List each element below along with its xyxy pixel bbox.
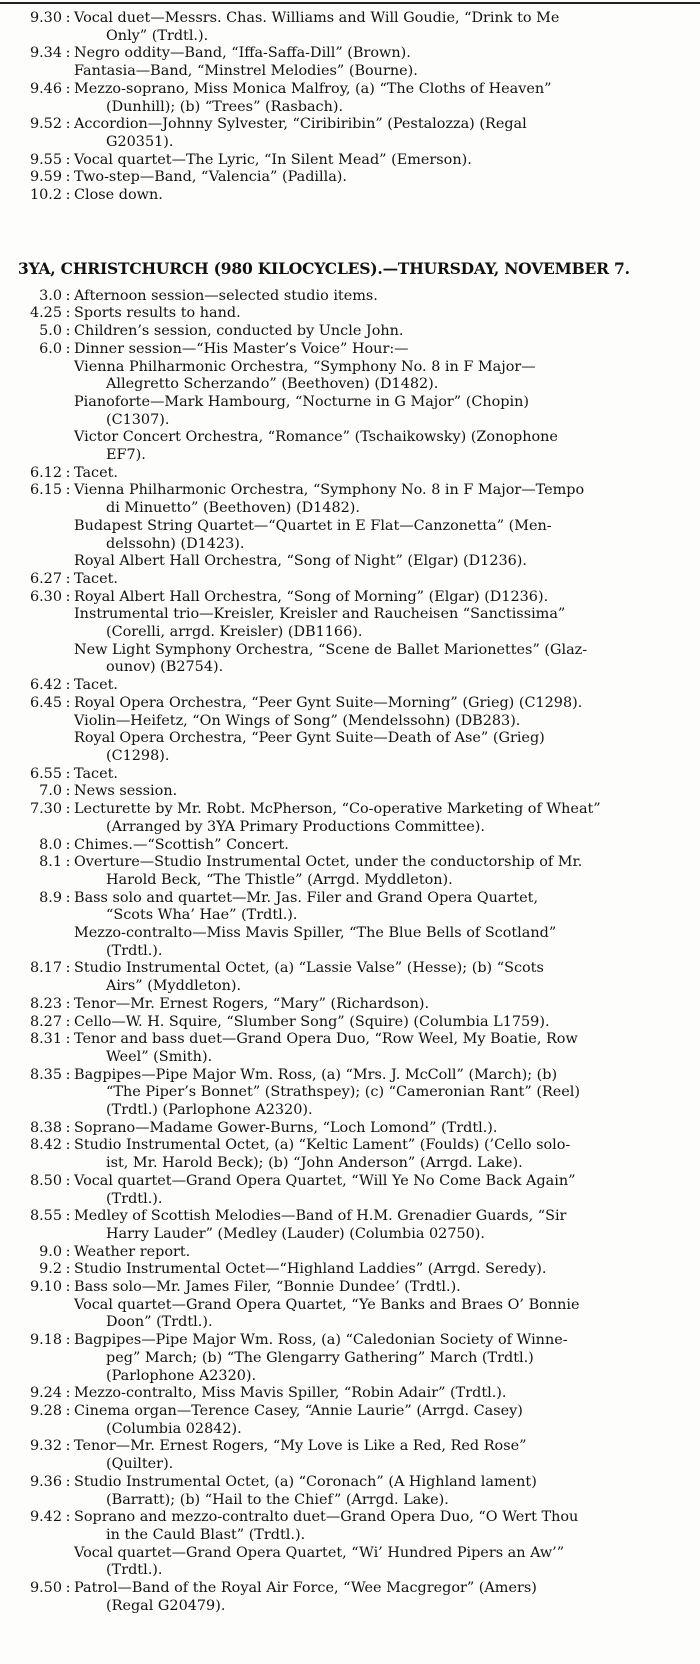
entry-text xyxy=(74,677,690,695)
time-colon: : xyxy=(65,305,71,322)
time-colon: : xyxy=(65,1438,71,1455)
time-colon: : xyxy=(65,1279,71,1296)
time-colon: : xyxy=(65,169,71,186)
entry-time: 8.9 xyxy=(39,889,62,906)
entry-line: Tenor and bass duet—Grand Opera Duo, “Row Weel, My Boatie, Row xyxy=(74,1031,578,1048)
programme-entry xyxy=(0,1580,690,1615)
entry-line: Fantasia—Band, “Minstrel Melodies” (Bourne). xyxy=(74,63,418,80)
entry-line: Royal Albert Hall Orchestra, “Song of Morning” (Elgar) (D1236). xyxy=(74,588,549,605)
entry-time: 8.35 xyxy=(29,1066,62,1083)
entry-time: 10.2 xyxy=(29,187,62,204)
entry-time: 8.0 xyxy=(39,836,62,853)
entry-text xyxy=(74,323,690,341)
entry-line: Soprano—Madame Gower-Burns, “Loch Lomond” (Trdtl.). xyxy=(74,1119,498,1136)
entry-text xyxy=(74,801,690,836)
entry-text xyxy=(74,341,690,359)
entry-continuation-line: G20351). xyxy=(106,133,174,150)
entry-text xyxy=(74,960,690,995)
programme-subentry xyxy=(0,394,690,429)
entry-text xyxy=(74,10,690,45)
time-colon: : xyxy=(65,960,71,977)
entry-text xyxy=(74,1403,690,1438)
entry-line: Dinner session—“His Master’s Voice” Hour:— xyxy=(74,340,409,357)
programme-entry xyxy=(0,1279,690,1297)
time-colon: : xyxy=(65,801,71,818)
entry-text xyxy=(74,1120,690,1138)
entry-time: 6.15 xyxy=(29,482,62,499)
entry-time: 9.34 xyxy=(29,45,62,62)
entry-time: 6.12 xyxy=(29,464,62,481)
programme-entry xyxy=(0,81,690,116)
entry-time: 9.10 xyxy=(29,1279,62,1296)
entry-continuation-line: Allegretto Scherzando” (Beethoven) (D1482). xyxy=(106,376,439,393)
programme-entry xyxy=(0,116,690,151)
programme-entry xyxy=(0,1031,690,1066)
entry-continuation-line: (Barratt); (b) “Hail to the Chief” (Arrgd. Lake). xyxy=(106,1491,449,1508)
entry-time: 9.36 xyxy=(29,1473,62,1490)
entry-text xyxy=(74,81,690,116)
entry-text xyxy=(74,1438,690,1473)
entry-text xyxy=(74,695,690,713)
entry-line: Negro oddity—Band, “Iffa-Saffa-Dill” (Brown). xyxy=(74,45,411,62)
entry-line: Bagpipes—Pipe Major Wm. Ross, (a) “Mrs. J. McColl” (March); (b) xyxy=(74,1066,558,1083)
programme-subentry xyxy=(0,518,690,553)
programme-entry xyxy=(0,1014,690,1032)
entry-line: Royal Opera Orchestra, “Peer Gynt Suite—Death of Ase” (Grieg) xyxy=(74,730,545,747)
entry-text xyxy=(74,45,690,63)
programme-entry xyxy=(0,695,690,713)
programme-entry xyxy=(0,305,690,323)
entry-time: 3.0 xyxy=(39,287,62,304)
entry-continuation-line: ist, Mr. Harold Beck); (b) “John Anderson” (Arrgd. Lake). xyxy=(106,1155,523,1172)
programme-entry xyxy=(0,766,690,784)
programme-entry xyxy=(0,465,690,483)
time-colon: : xyxy=(65,836,71,853)
entry-line: Violin—Heifetz, “On Wings of Song” (Mendelssohn) (DB283). xyxy=(74,712,521,729)
entry-line: Chimes.—“Scottish” Concert. xyxy=(74,836,289,853)
entry-time: 6.0 xyxy=(39,340,62,357)
entry-line: Vienna Philharmonic Orchestra, “Symphony No. 8 in F Major— xyxy=(74,358,536,375)
entry-line: Tenor—Mr. Ernest Rogers, “Mary” (Richardson). xyxy=(74,995,430,1012)
entry-time: 9.59 xyxy=(29,169,62,186)
entry-line: Vocal quartet—The Lyric, “In Silent Mead” (Emerson). xyxy=(74,151,472,168)
entry-time: 8.38 xyxy=(29,1119,62,1136)
entry-time: 9.0 xyxy=(39,1243,62,1260)
top-rule xyxy=(0,2,700,4)
programme-entry xyxy=(0,589,690,607)
entry-time: 9.52 xyxy=(29,116,62,133)
entry-continuation-line: di Minuetto” (Beethoven) (D1482). xyxy=(106,500,360,517)
entry-continuation-line: (Parlophone A2320). xyxy=(106,1367,257,1384)
entry-line: Mezzo-soprano, Miss Monica Malfroy, (a) “The Cloths of Heaven” xyxy=(74,80,552,97)
time-colon: : xyxy=(65,482,71,499)
entry-text xyxy=(74,1580,690,1615)
entry-line: Soprano and mezzo-contralto duet—Grand Opera Duo, “O Wert Thou xyxy=(74,1509,579,1526)
time-colon: : xyxy=(65,677,71,694)
programme-subentry xyxy=(0,713,690,731)
time-colon: : xyxy=(65,1066,71,1083)
programme-entry xyxy=(0,1509,690,1544)
entry-time: 8.55 xyxy=(29,1208,62,1225)
entry-continuation-line: (Arranged by 3YA Primary Productions Committee). xyxy=(106,818,485,835)
entry-continuation-line: Doon” (Trdtl.). xyxy=(106,1314,213,1331)
time-colon: : xyxy=(65,1385,71,1402)
programme-entry xyxy=(0,837,690,855)
entry-line: Bagpipes—Pipe Major Wm. Ross, (a) “Caledonian Society of Winne- xyxy=(74,1332,568,1349)
entry-continuation-line: Harry Lauder” (Medley (Lauder) (Columbia 02750). xyxy=(106,1225,485,1242)
entry-text xyxy=(74,288,690,306)
programme-subentry xyxy=(0,1545,690,1580)
entry-continuation-line: (Corelli, arrgd. Kreisler) (DB1166). xyxy=(106,624,363,641)
entry-continuation-line: Airs” (Myddleton). xyxy=(106,978,242,995)
programme-entry xyxy=(0,323,690,341)
programme-entry xyxy=(0,960,690,995)
entry-line: Vocal duet—Messrs. Chas. Williams and Will Goudie, “Drink to Me xyxy=(74,10,560,26)
time-colon: : xyxy=(65,1031,71,1048)
entry-text xyxy=(74,783,690,801)
programme-entry xyxy=(0,341,690,359)
programme-entry xyxy=(0,1261,690,1279)
time-colon: : xyxy=(65,1137,71,1154)
entry-text xyxy=(74,589,690,607)
entry-line: Close down. xyxy=(74,187,163,204)
time-colon: : xyxy=(65,765,71,782)
entry-line: Medley of Scottish Melodies—Band of H.M. Grenadier Guards, “Sir xyxy=(74,1208,567,1225)
programme-section-2ya-end xyxy=(0,10,690,205)
entry-line: Instrumental trio—Kreisler, Kreisler and Raucheisen “Sanctissima” xyxy=(74,606,566,623)
entry-continuation-line: delssohn) (D1423). xyxy=(106,535,245,552)
entry-line: Mezzo-contralto, Miss Mavis Spiller, “Robin Adair” (Trdtl.). xyxy=(74,1385,507,1402)
entry-line: Tacet. xyxy=(74,464,118,481)
programme-entry xyxy=(0,482,690,517)
entry-line: Children’s session, conducted by Uncle John. xyxy=(74,323,404,340)
time-colon: : xyxy=(65,588,71,605)
entry-text xyxy=(74,482,690,517)
entry-text xyxy=(74,116,690,151)
programme-entry xyxy=(0,1244,690,1262)
entry-time: 9.46 xyxy=(29,80,62,97)
programme-entry xyxy=(0,45,690,63)
entry-text xyxy=(74,169,690,187)
entry-continuation-line: “Scots Wha’ Hae” (Trdtl.). xyxy=(106,907,298,924)
entry-time: 9.30 xyxy=(29,10,62,26)
programme-entry xyxy=(0,1332,690,1385)
entry-line: Vocal quartet—Grand Opera Quartet, “Will Ye No Come Back Again” xyxy=(74,1172,576,1189)
entry-continuation-line: in the Cauld Blast” (Trdtl.). xyxy=(106,1526,306,1543)
entry-continuation-line: (Columbia 02842). xyxy=(106,1420,242,1437)
time-colon: : xyxy=(65,1172,71,1189)
entry-line: Vocal quartet—Grand Opera Quartet, “Wi’ Hundred Pipers an Aw’” xyxy=(74,1544,565,1561)
entry-time: 6.27 xyxy=(29,570,62,587)
programme-entry xyxy=(0,801,690,836)
entry-line: Tacet. xyxy=(74,570,118,587)
entry-text xyxy=(74,571,690,589)
entry-line: Bass solo and quartet—Mr. Jas. Filer and Grand Opera Quartet, xyxy=(74,889,539,906)
programme-subentry xyxy=(0,642,690,677)
time-colon: : xyxy=(65,1509,71,1526)
entry-continuation-line: (C1298). xyxy=(106,747,170,764)
entry-time: 9.2 xyxy=(39,1261,62,1278)
programme-entry xyxy=(0,571,690,589)
entry-time: 8.27 xyxy=(29,1013,62,1030)
entry-time: 9.50 xyxy=(29,1580,62,1597)
time-colon: : xyxy=(65,1119,71,1136)
programme-entry xyxy=(0,1403,690,1438)
entry-time: 9.55 xyxy=(29,151,62,168)
time-colon: : xyxy=(65,151,71,168)
entry-time: 8.1 xyxy=(39,854,62,871)
time-colon: : xyxy=(65,1208,71,1225)
entry-text xyxy=(74,766,690,784)
time-colon: : xyxy=(65,1261,71,1278)
time-colon: : xyxy=(65,783,71,800)
entry-line: Tenor—Mr. Ernest Rogers, “My Love is Like a Red, Red Rose” xyxy=(74,1438,527,1455)
time-colon: : xyxy=(65,694,71,711)
time-colon: : xyxy=(65,80,71,97)
programme-entry xyxy=(0,677,690,695)
entry-line: Accordion—Johnny Sylvester, “Ciribiribin” (Pestalozza) (Regal xyxy=(74,116,527,133)
entry-time: 9.18 xyxy=(29,1332,62,1349)
time-colon: : xyxy=(65,1332,71,1349)
programme-entry xyxy=(0,1474,690,1509)
entry-line: Victor Concert Orchestra, “Romance” (Tschaikowsky) (Zonophone xyxy=(74,429,558,446)
time-colon: : xyxy=(65,889,71,906)
entry-time: 8.23 xyxy=(29,995,62,1012)
entry-time: 6.45 xyxy=(29,694,62,711)
entry-line: Vocal quartet—Grand Opera Quartet, “Ye Banks and Braes O’ Bonnie xyxy=(74,1296,580,1313)
entry-line: Cello—W. H. Squire, “Slumber Song” (Squire) (Columbia L1759). xyxy=(74,1013,550,1030)
entry-line: Two-step—Band, “Valencia” (Padilla). xyxy=(74,169,347,186)
entry-time: 9.24 xyxy=(29,1385,62,1402)
programme-subentry xyxy=(0,359,690,394)
entry-text xyxy=(74,837,690,855)
entry-time: 6.55 xyxy=(29,765,62,782)
entry-line: Bass solo—Mr. James Filer, “Bonnie Dundee’ (Trdtl.). xyxy=(74,1279,461,1296)
entry-time: 8.17 xyxy=(29,960,62,977)
time-colon: : xyxy=(65,854,71,871)
entry-line: Pianoforte—Mark Hambourg, “Nocturne in G Major” (Chopin) xyxy=(74,393,529,410)
programme-entry xyxy=(0,1137,690,1172)
programme-subentry xyxy=(0,63,690,81)
programme-subentry xyxy=(0,553,690,571)
entry-continuation-line: EF7). xyxy=(106,447,146,464)
entry-text xyxy=(74,1067,690,1120)
entry-line: Cinema organ—Terence Casey, “Annie Laurie” (Arrgd. Casey) xyxy=(74,1403,523,1419)
entry-text xyxy=(74,1031,690,1066)
programme-subentry xyxy=(0,1297,690,1332)
entry-time: 8.31 xyxy=(29,1031,62,1048)
entry-line: Studio Instrumental Octet, (a) “Keltic Lament” (Foulds) (’Cello solo- xyxy=(74,1137,571,1154)
entry-continuation-line: (Trdtl.). xyxy=(106,1562,163,1579)
entry-text xyxy=(74,1474,690,1509)
entry-time: 5.0 xyxy=(39,323,62,340)
entry-time: 6.30 xyxy=(29,588,62,605)
entry-line: Weather report. xyxy=(74,1243,191,1260)
entry-continuation-line: (Quilter). xyxy=(106,1456,174,1473)
entry-time: 7.30 xyxy=(29,801,62,818)
entry-line: Studio Instrumental Octet, (a) “Coronach” (A Highland lament) xyxy=(74,1473,537,1490)
entry-text xyxy=(74,1332,690,1385)
entry-text xyxy=(74,1173,690,1208)
entry-time: 9.42 xyxy=(29,1509,62,1526)
entry-continuation-line: Harold Beck, “The Thistle” (Arrgd. Myddleton). xyxy=(106,871,453,888)
programme-entry xyxy=(0,890,690,925)
entry-line: Vienna Philharmonic Orchestra, “Symphony No. 8 in F Major—Tempo xyxy=(74,482,585,499)
entry-time: 9.32 xyxy=(29,1438,62,1455)
time-colon: : xyxy=(65,570,71,587)
entry-continuation-line: (Trdtl.). xyxy=(106,1190,163,1207)
programme-subentry xyxy=(0,925,690,960)
programme-entry xyxy=(0,996,690,1014)
programme-entry xyxy=(0,169,690,187)
programme-entry xyxy=(0,1385,690,1403)
entry-time: 4.25 xyxy=(29,305,62,322)
entry-continuation-line: ounov) (B2754). xyxy=(106,659,224,676)
programme-subentry xyxy=(0,606,690,641)
entry-text xyxy=(74,1509,690,1544)
time-colon: : xyxy=(65,10,71,26)
entry-continuation-line: Weel” (Smith). xyxy=(106,1048,213,1065)
entry-line: Mezzo-contralto—Miss Mavis Spiller, “The Blue Bells of Scotland” xyxy=(74,925,557,942)
entry-text xyxy=(74,465,690,483)
time-colon: : xyxy=(65,187,71,204)
entry-continuation-line: (C1307). xyxy=(106,411,170,428)
entry-line: Tacet. xyxy=(74,765,118,782)
entry-line: Royal Opera Orchestra, “Peer Gynt Suite—Morning” (Grieg) (C1298). xyxy=(74,694,583,711)
entry-line: Lecturette by Mr. Robt. McPherson, “Co-operative Marketing of Wheat” xyxy=(74,801,601,818)
entry-line: Overture—Studio Instrumental Octet, under the conductorship of Mr. xyxy=(74,854,583,871)
programme-subentry xyxy=(0,730,690,765)
programme-entry xyxy=(0,783,690,801)
time-colon: : xyxy=(65,116,71,133)
programme-entry xyxy=(0,1208,690,1243)
programme-section-3ya xyxy=(0,260,690,1615)
time-colon: : xyxy=(65,287,71,304)
time-colon: : xyxy=(65,45,71,62)
time-colon: : xyxy=(65,464,71,481)
programme-entry xyxy=(0,854,690,889)
station-heading: 3YA, CHRISTCHURCH (980 KILOCYCLES).—THURSDAY, NOVEMBER 7. xyxy=(18,259,630,278)
entry-text xyxy=(74,1385,690,1403)
entry-text xyxy=(74,187,690,205)
entry-continuation-line: Only” (Trdtl.). xyxy=(106,27,209,44)
entry-text xyxy=(74,996,690,1014)
entry-line: Sports results to hand. xyxy=(74,305,241,322)
entry-time: 7.0 xyxy=(39,783,62,800)
programme-entry xyxy=(0,1173,690,1208)
time-colon: : xyxy=(65,1580,71,1597)
entry-text xyxy=(74,1279,690,1297)
programme-entry xyxy=(0,1120,690,1138)
entry-text xyxy=(74,152,690,170)
entry-text xyxy=(74,305,690,323)
entry-time: 8.50 xyxy=(29,1172,62,1189)
entry-line: New Light Symphony Orchestra, “Scene de Ballet Marionettes” (Glaz- xyxy=(74,641,588,658)
programme-entry xyxy=(0,1067,690,1120)
entry-continuation-line: “The Piper’s Bonnet” (Strathspey); (c) “Cameronian Rant” (Reel) xyxy=(106,1084,581,1101)
programme-subentry xyxy=(0,429,690,464)
entry-text xyxy=(74,1137,690,1172)
entry-time: 8.42 xyxy=(29,1137,62,1154)
time-colon: : xyxy=(65,340,71,357)
entry-text xyxy=(74,1244,690,1262)
entry-line: Tacet. xyxy=(74,677,118,694)
programme-entry xyxy=(0,1438,690,1473)
entry-line: Royal Albert Hall Orchestra, “Song of Night” (Elgar) (D1236). xyxy=(74,553,527,570)
time-colon: : xyxy=(65,995,71,1012)
programme-entry xyxy=(0,288,690,306)
time-colon: : xyxy=(65,1473,71,1490)
entry-line: News session. xyxy=(74,783,178,800)
entry-text xyxy=(74,854,690,889)
programme-entry xyxy=(0,152,690,170)
entry-continuation-line: (Trdtl.). xyxy=(106,942,163,959)
programme-entry xyxy=(0,187,690,205)
programme-entry xyxy=(0,10,690,45)
entry-text xyxy=(74,1014,690,1032)
entry-text xyxy=(74,1208,690,1243)
entry-line: Budapest String Quartet—“Quartet in E Flat—Canzonetta” (Men- xyxy=(74,517,552,534)
entry-time: 9.28 xyxy=(29,1403,62,1419)
time-colon: : xyxy=(65,1013,71,1030)
entry-time: 6.42 xyxy=(29,677,62,694)
entry-line: Patrol—Band of the Royal Air Force, “Wee Macgregor” (Amers) xyxy=(74,1580,537,1597)
entry-continuation-line: peg” March; (b) “The Glengarry Gathering” March (Trdtl.) xyxy=(106,1349,534,1366)
entry-text xyxy=(74,1261,690,1279)
entry-continuation-line: (Dunhill); (b) “Trees” (Rasbach). xyxy=(106,98,344,115)
time-colon: : xyxy=(65,1403,71,1419)
entry-line: Studio Instrumental Octet, (a) “Lassie Valse” (Hesse); (b) “Scots xyxy=(74,960,544,977)
entry-continuation-line: (Regal G20479). xyxy=(106,1597,226,1614)
time-colon: : xyxy=(65,1243,71,1260)
entry-line: Afternoon session—selected studio items. xyxy=(74,287,378,304)
entry-text xyxy=(74,890,690,925)
entry-line: Studio Instrumental Octet—“Highland Laddies” (Arrgd. Seredy). xyxy=(74,1261,547,1278)
time-colon: : xyxy=(65,323,71,340)
entry-continuation-line: (Trdtl.) (Parlophone A2320). xyxy=(106,1102,313,1119)
